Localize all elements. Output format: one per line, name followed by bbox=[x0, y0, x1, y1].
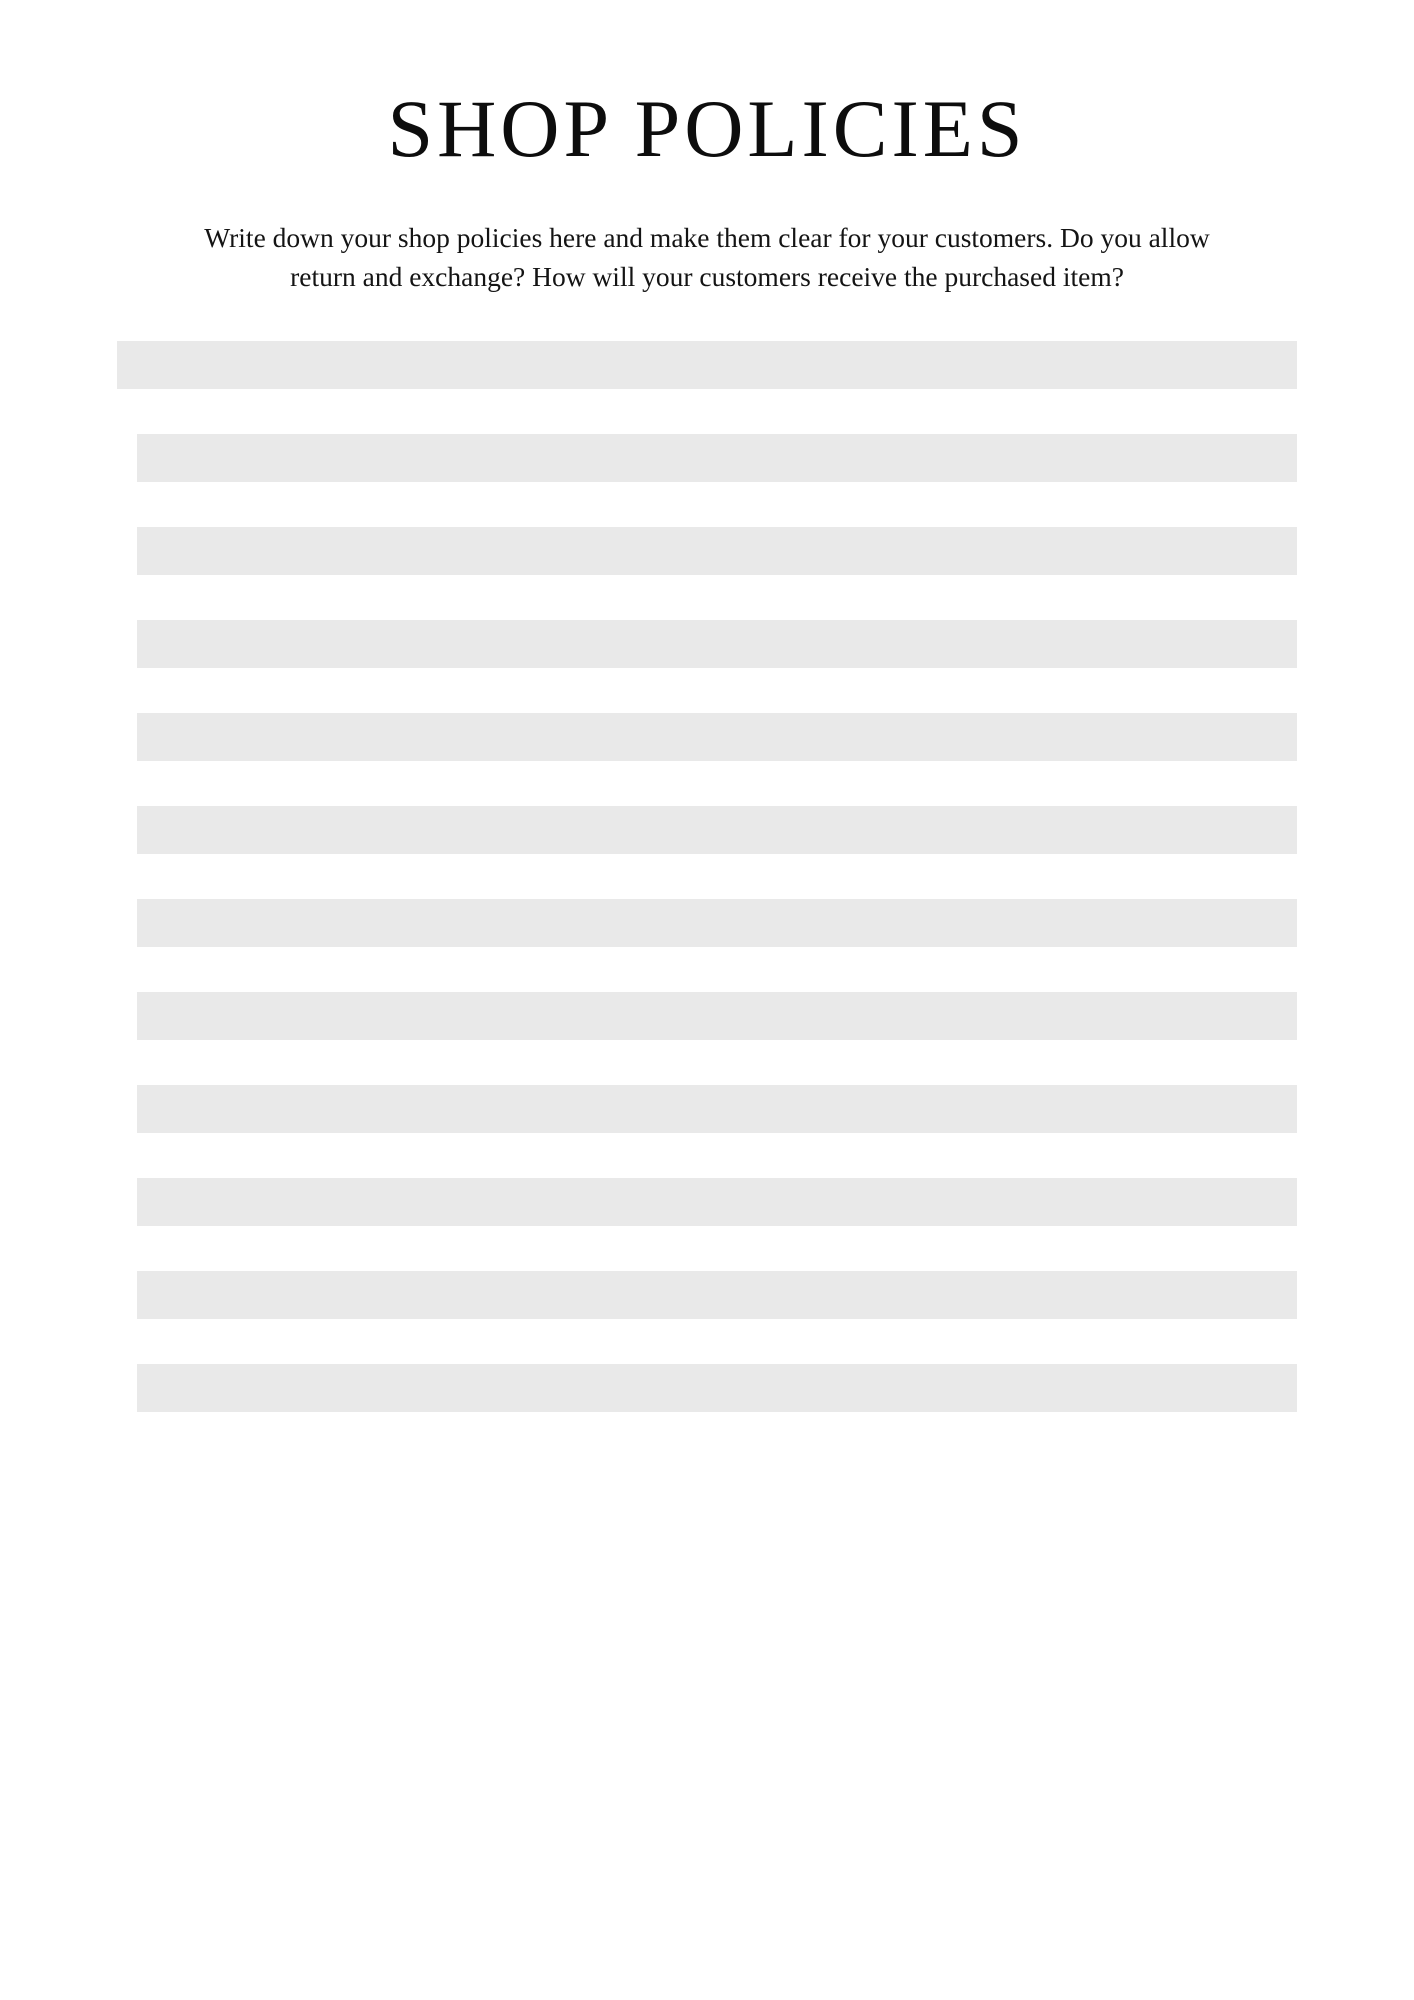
page-subtitle: Write down your shop policies here and make them clear for your customers. Do you allow return and exchange? How will your customers receive the purchased item? bbox=[204, 222, 1210, 293]
writing-line-9[interactable] bbox=[117, 1085, 1297, 1133]
writing-line-1[interactable] bbox=[117, 341, 1297, 389]
writing-line-fill[interactable] bbox=[137, 527, 1297, 575]
page-title: SHOP POLICIES bbox=[387, 83, 1027, 174]
writing-line-fill[interactable] bbox=[137, 434, 1297, 482]
writing-lines-area bbox=[117, 296, 1297, 1457]
writing-line-8[interactable] bbox=[117, 992, 1297, 1040]
writing-line-5[interactable] bbox=[117, 713, 1297, 761]
writing-line-7[interactable] bbox=[117, 899, 1297, 947]
writing-line-fill[interactable] bbox=[117, 341, 1297, 389]
writing-line-fill[interactable] bbox=[137, 620, 1297, 668]
writing-line-fill[interactable] bbox=[137, 806, 1297, 854]
writing-line-fill[interactable] bbox=[137, 1271, 1297, 1319]
writing-line-4[interactable] bbox=[117, 620, 1297, 668]
writing-line-fill[interactable] bbox=[137, 1178, 1297, 1226]
writing-line-fill[interactable] bbox=[137, 899, 1297, 947]
writing-line-12[interactable] bbox=[117, 1364, 1297, 1412]
writing-line-fill[interactable] bbox=[137, 1085, 1297, 1133]
writing-line-fill[interactable] bbox=[137, 992, 1297, 1040]
writing-line-3[interactable] bbox=[117, 527, 1297, 575]
writing-line-fill[interactable] bbox=[137, 713, 1297, 761]
writing-line-fill[interactable] bbox=[137, 1364, 1297, 1412]
writing-line-11[interactable] bbox=[117, 1271, 1297, 1319]
writing-line-6[interactable] bbox=[117, 806, 1297, 854]
writing-line-10[interactable] bbox=[117, 1178, 1297, 1226]
writing-line-2[interactable] bbox=[117, 434, 1297, 482]
